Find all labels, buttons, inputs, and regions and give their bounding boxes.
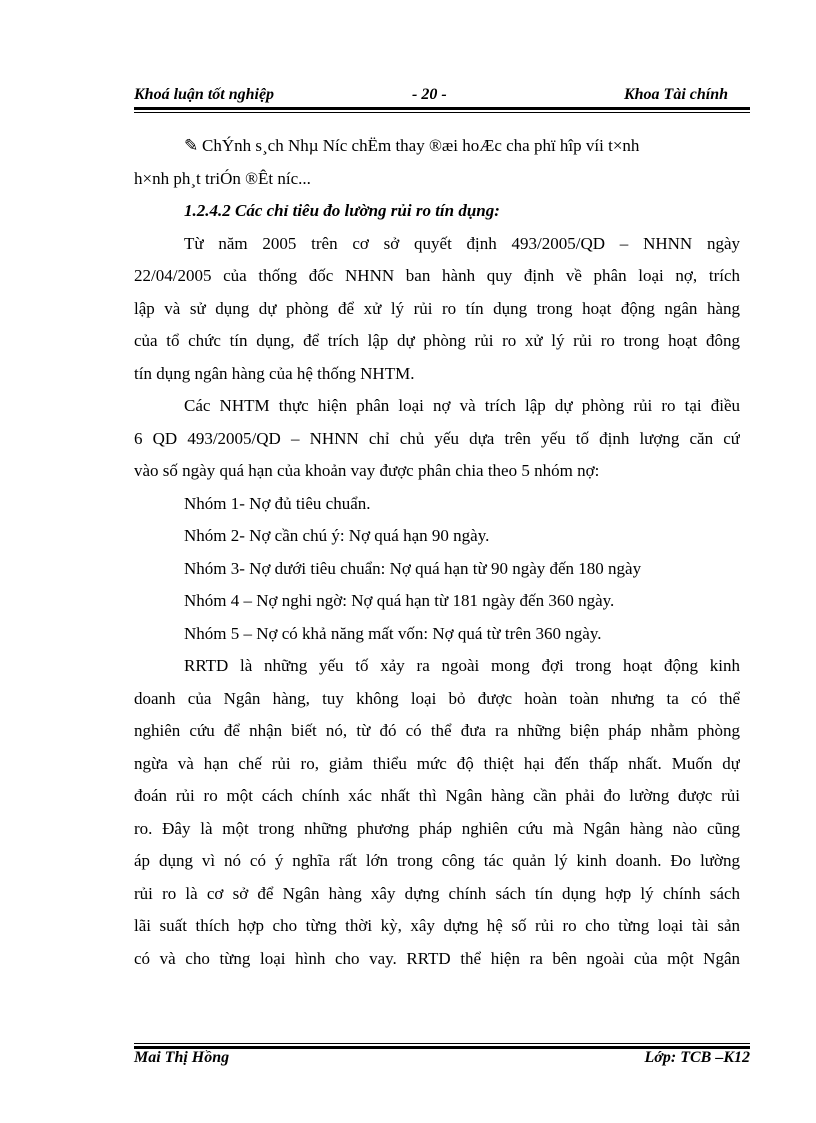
garbled-line: h×nh ph¸t triÓn ®Êt níc... bbox=[134, 168, 311, 188]
footer-rule-thin bbox=[134, 1043, 750, 1044]
paragraph-line: Từ năm 2005 trên cơ sở quyết định 493/2005/QD – NHNN ngày bbox=[184, 233, 740, 253]
debt-group-item: Nhóm 4 – Nợ nghi ngờ: Nợ quá hạn từ 181 ngày đến 360 ngày. bbox=[184, 591, 615, 610]
debt-group-item: Nhóm 5 – Nợ có khả năng mất vốn: Nợ quá từ trên 360 ngày. bbox=[184, 623, 602, 643]
header-thesis-title: Khoá luận tốt nghiệp bbox=[134, 86, 275, 103]
garbled-text: ChÝnh s¸ch Nhµ Níc chËm thay ®æi hoÆc cha phï hîp víi t×nh bbox=[202, 136, 640, 155]
header-faculty: Khoa Tài chính bbox=[623, 86, 728, 103]
paragraph-line: ngừa và hạn chế rủi ro, giảm thiểu mức độ thiệt hại đến thấp nhất. Muốn dự bbox=[134, 753, 740, 773]
paragraph-line: lãi suất thích hợp cho từng thời kỳ, xây dựng hệ số rủi ro cho từng loại tài sản bbox=[134, 916, 740, 935]
paragraph-line: doanh của Ngân hàng, tuy không loại bỏ được hoàn toàn nhưng ta có thể bbox=[134, 688, 740, 708]
debt-group-item: Nhóm 2- Nợ cần chú ý: Nợ quá hạn 90 ngày. bbox=[184, 526, 490, 545]
paragraph-line: nghiên cứu để nhận biết nó, từ đó có thể đưa ra những biện pháp nhằm phòng bbox=[134, 721, 740, 740]
pencil-icon: ✎ bbox=[184, 136, 199, 155]
paragraph-line: RRTD là những yếu tố xảy ra ngoài mong đợi trong hoạt động kinh bbox=[184, 656, 740, 675]
garbled-line bbox=[134, 130, 740, 163]
paragraph-line: 6 QD 493/2005/QD – NHNN chỉ chủ yếu dựa trên yếu tố định lượng căn cứ bbox=[134, 428, 740, 448]
paragraph-line: vào số ngày quá hạn của khoản vay được phân chia theo 5 nhóm nợ: bbox=[134, 461, 600, 480]
paragraph-line: Các NHTM thực hiện phân loại nợ và trích lập dự phòng rủi ro tại điều bbox=[184, 396, 740, 415]
page-body bbox=[134, 130, 740, 975]
paragraph-line: đoán rủi ro một cách chính xác nhất thì Ngân hàng cần phải đo lường được rủi bbox=[134, 786, 740, 805]
paragraph-line: của tổ chức tín dụng, để trích lập dự phòng rủi ro xử lý rủi ro trong hoạt đông bbox=[134, 331, 740, 350]
footer-author: Mai Thị Hồng bbox=[134, 1049, 230, 1066]
section-heading: 1.2.4.2 Các chỉ tiêu đo lường rủi ro tín dụng: bbox=[184, 201, 500, 220]
debt-group-item: Nhóm 3- Nợ dưới tiêu chuẩn: Nợ quá hạn từ 90 ngày đến 180 ngày bbox=[184, 558, 642, 578]
paragraph-line: rủi ro là cơ sở để Ngân hàng xây dựng chính sách tín dụng hợp lý chính sách bbox=[134, 883, 740, 903]
paragraph-line: 22/04/2005 của thống đốc NHNN ban hành quy định về phân loại nợ, trích bbox=[134, 266, 740, 285]
paragraph-line: lập và sử dụng dự phòng để xử lý rủi ro tín dụng trong hoạt động ngân hàng bbox=[134, 298, 740, 318]
paragraph-line: tín dụng ngân hàng của hệ thống NHTM. bbox=[134, 363, 415, 383]
paragraph-line: áp dụng vì nó có ý nghĩa rất lớn trong công tác quản lý kinh doanh. Đo lường bbox=[134, 851, 740, 870]
page-footer bbox=[134, 1049, 750, 1071]
header-rule-thin bbox=[134, 112, 750, 113]
footer-class: Lớp: TCB –K12 bbox=[644, 1049, 750, 1066]
debt-group-item: Nhóm 1- Nợ đủ tiêu chuẩn. bbox=[184, 493, 371, 513]
header-page-number: - 20 - bbox=[412, 86, 447, 103]
paragraph-line: ro. Đây là một trong những phương pháp nghiên cứu mà Ngân hàng nào cũng bbox=[134, 818, 740, 838]
header-rule-thick bbox=[134, 107, 750, 110]
paragraph-line: có và cho từng loại hình cho vay. RRTD thể hiện ra bên ngoài của một Ngân bbox=[134, 948, 740, 968]
